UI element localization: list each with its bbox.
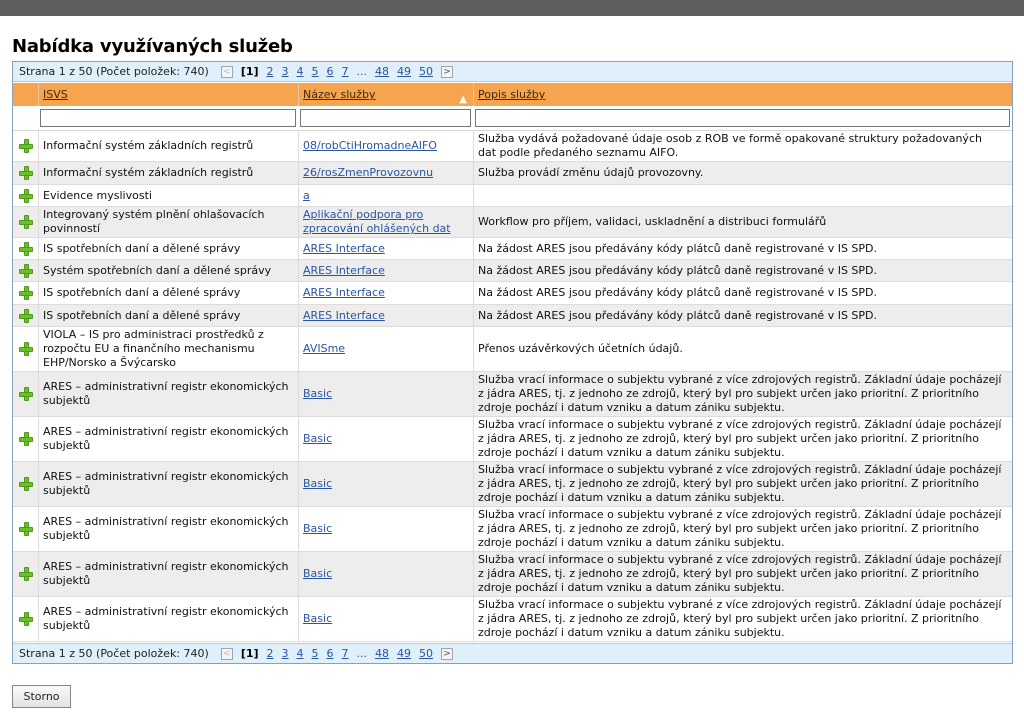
pager-pages-bottom <box>237 647 437 660</box>
service-description: Služba provádí změnu údajů provozovny. <box>478 166 704 179</box>
cell-isvs <box>38 417 298 461</box>
table-row <box>13 207 1012 238</box>
service-name-link[interactable]: AVISme <box>303 342 346 355</box>
cell-isvs <box>38 260 298 281</box>
column-header-row <box>13 83 1012 106</box>
cell-nazev <box>298 372 473 416</box>
row-action-cell <box>13 238 38 259</box>
pager-bottom <box>13 643 1012 663</box>
add-icon[interactable] <box>19 215 33 229</box>
filter-popis-input[interactable] <box>475 109 1010 127</box>
cell-popis <box>473 260 1012 281</box>
service-description: Služba vrací informace o subjektu vybrané z více zdrojových registrů. Základní údaje pocházejí z jádra ARES, tj. z jednoho ze zdrojů, který byl pro subjekt určen jako prioritní. Z prioritního zdroje pochází i datum vzniku a datum zániku subjektu. <box>478 553 1002 594</box>
header-isvs <box>38 83 298 106</box>
services-grid <box>12 61 1013 664</box>
isvs-text: Informační systém základních registrů <box>43 139 254 152</box>
isvs-text: ARES – administrativní registr ekonomických subjektů <box>43 560 289 587</box>
add-icon[interactable] <box>19 189 33 203</box>
service-description: Na žádost ARES jsou předávány kódy plátců daně registrované v IS SPD. <box>478 263 878 277</box>
isvs-text: ARES – administrativní registr ekonomických subjektů <box>43 380 289 407</box>
cell-isvs <box>38 282 298 304</box>
table-row <box>13 162 1012 185</box>
cell-popis <box>473 552 1012 596</box>
service-description: Služba vrací informace o subjektu vybrané z více zdrojových registrů. Základní údaje pocházejí z jádra ARES, tj. z jednoho ze zdrojů, který byl pro subjekt určen jako prioritní. Z prioritního zdroje pochází i datum vzniku a datum zániku subjektu. <box>478 463 1002 504</box>
add-icon[interactable] <box>19 139 33 153</box>
cell-isvs <box>38 207 298 237</box>
chevron-left-icon[interactable]: < <box>221 66 233 78</box>
header-action-column <box>13 83 38 106</box>
cell-popis <box>473 238 1012 259</box>
cell-popis <box>473 305 1012 326</box>
cell-popis <box>473 282 1012 304</box>
pager-page-link[interactable]: 50 <box>419 647 434 660</box>
filter-isvs-input[interactable] <box>40 109 296 127</box>
service-name-link[interactable]: ARES Interface <box>303 241 385 255</box>
pager-summary-bottom: Strana 1 z 50 (Počet položek: 740) <box>19 647 209 660</box>
service-description: Služba vrací informace o subjektu vybrané z více zdrojových registrů. Základní údaje pocházejí z jádra ARES, tj. z jednoho ze zdrojů, který byl pro subjekt určen jako prioritní. Z prioritního zdroje pochází i datum vzniku a datum zániku subjektu. <box>478 418 1002 459</box>
cell-isvs <box>38 507 298 551</box>
row-action-cell <box>13 185 38 206</box>
pager-page-link[interactable]: 48 <box>375 65 390 78</box>
service-name-link[interactable]: Basic <box>303 477 333 490</box>
cell-popis <box>473 507 1012 551</box>
pager-summary: Strana 1 z 50 (Počet položek: 740) <box>19 65 209 78</box>
sort-isvs-link[interactable]: ISVS <box>43 88 68 101</box>
table-row <box>13 327 1012 372</box>
service-name-link[interactable]: Basic <box>303 387 333 400</box>
pager-page-link[interactable]: 48 <box>375 647 390 660</box>
add-icon[interactable] <box>19 477 33 491</box>
service-description: Na žádost ARES jsou předávány kódy plátců daně registrované v IS SPD. <box>478 286 878 299</box>
service-name-link[interactable]: Basic <box>303 522 333 535</box>
table-row <box>13 260 1012 282</box>
service-name-link[interactable]: Basic <box>303 567 333 580</box>
add-icon[interactable] <box>19 612 33 626</box>
service-description: Workflow pro příjem, validaci, uskladnění a distribuci formulářů <box>478 215 827 228</box>
service-name-link[interactable]: a <box>303 188 310 202</box>
pager-page-link[interactable]: 50 <box>419 65 434 78</box>
cell-nazev <box>298 552 473 596</box>
service-description: Služba vydává požadované údaje osob z ROB ve formě opakované struktury požadovaných dat podle předaného seznamu AIFO. <box>478 132 982 159</box>
add-icon[interactable] <box>19 387 33 401</box>
pager-pages <box>237 65 437 78</box>
add-icon[interactable] <box>19 342 33 356</box>
pager-page-link[interactable]: 6 <box>326 647 334 660</box>
isvs-text: ARES – administrativní registr ekonomických subjektů <box>43 425 289 452</box>
cell-nazev <box>298 207 473 237</box>
row-action-cell <box>13 260 38 281</box>
header-nazev <box>298 83 473 106</box>
service-description: Služba vrací informace o subjektu vybrané z více zdrojových registrů. Základní údaje pocházejí z jádra ARES, tj. z jednoho ze zdrojů, který byl pro subjekt určen jako prioritní. Z prioritního zdroje pochází i datum vzniku a datum zániku subjektu. <box>478 598 1002 639</box>
cancel-button[interactable]: Storno <box>12 685 71 708</box>
cell-isvs <box>38 238 298 259</box>
table-row <box>13 305 1012 327</box>
chevron-left-icon[interactable]: < <box>221 648 233 660</box>
table-row <box>13 597 1012 642</box>
cell-popis <box>473 327 1012 371</box>
add-icon[interactable] <box>19 166 33 180</box>
table-row <box>13 282 1012 305</box>
table-row <box>13 238 1012 260</box>
isvs-text: ARES – administrativní registr ekonomických subjektů <box>43 605 289 632</box>
row-action-cell <box>13 131 38 161</box>
cell-isvs <box>38 597 298 641</box>
sort-popis-link[interactable]: Popis služby <box>478 88 546 101</box>
isvs-text: IS spotřebních daní a dělené správy <box>43 241 241 255</box>
service-description: Přenos uzávěrkových účetních údajů. <box>478 342 683 355</box>
pager-ellipsis: ... <box>356 647 368 660</box>
isvs-text: Systém spotřebních daní a dělené správy <box>43 263 272 277</box>
pager-top <box>13 62 1012 82</box>
row-action-cell <box>13 162 38 184</box>
service-name-link[interactable]: 26/rosZmenProvozovnu <box>303 166 434 179</box>
service-name-link[interactable]: Basic <box>303 612 333 625</box>
cell-popis <box>473 131 1012 161</box>
row-action-cell <box>13 597 38 641</box>
service-name-link[interactable]: ARES Interface <box>303 308 385 322</box>
pager-page-link[interactable]: 5 <box>311 647 319 660</box>
table-row <box>13 507 1012 552</box>
cell-isvs <box>38 131 298 161</box>
cell-popis <box>473 162 1012 184</box>
row-action-cell <box>13 305 38 326</box>
table-row <box>13 131 1012 162</box>
cell-popis <box>473 417 1012 461</box>
cell-nazev <box>298 131 473 161</box>
cell-isvs <box>38 552 298 596</box>
cell-nazev <box>298 282 473 304</box>
cell-isvs <box>38 462 298 506</box>
filter-nazev-input[interactable] <box>300 109 471 127</box>
isvs-text: Evidence myslivosti <box>43 188 152 202</box>
service-description: Na žádost ARES jsou předávány kódy plátců daně registrované v IS SPD. <box>478 241 878 255</box>
service-name-link[interactable]: Aplikační podpora pro zpracování ohlášených dat <box>303 208 451 235</box>
service-name-link[interactable]: ARES Interface <box>303 286 385 299</box>
table-row <box>13 417 1012 462</box>
table-row <box>13 185 1012 207</box>
pager-page-link[interactable]: [1] <box>240 647 259 660</box>
pager-page-link[interactable]: 3 <box>281 647 289 660</box>
add-icon[interactable] <box>19 522 33 536</box>
isvs-text: IS spotřebních daní a dělené správy <box>43 286 241 299</box>
cell-nazev <box>298 597 473 641</box>
cell-popis <box>473 185 1012 206</box>
isvs-text: VIOLA – IS pro administraci prostředků z rozpočtu EU a finančního mechanismu EHP/Norsko a Švýcarsko <box>43 328 264 369</box>
table-row <box>13 462 1012 507</box>
cell-nazev <box>298 162 473 184</box>
sort-nazev-link[interactable]: Název služby <box>303 88 376 101</box>
row-action-cell <box>13 372 38 416</box>
cell-nazev <box>298 507 473 551</box>
pager-page-link[interactable]: 2 <box>266 65 274 78</box>
service-description: Služba vrací informace o subjektu vybrané z více zdrojových registrů. Základní údaje pocházejí z jádra ARES, tj. z jednoho ze zdrojů, který byl pro subjekt určen jako prioritní. Z prioritního zdroje pochází i datum vzniku a datum zániku subjektu. <box>478 508 1002 549</box>
cell-nazev <box>298 417 473 461</box>
isvs-text: Informační systém základních registrů <box>43 166 254 179</box>
cell-popis <box>473 597 1012 641</box>
pager-page-link[interactable]: [1] <box>240 65 259 78</box>
isvs-text: ARES – administrativní registr ekonomických subjektů <box>43 515 289 542</box>
row-action-cell <box>13 552 38 596</box>
pager-page-link[interactable]: 7 <box>341 647 349 660</box>
add-icon[interactable] <box>19 286 33 300</box>
cell-isvs <box>38 162 298 184</box>
service-description: Na žádost ARES jsou předávány kódy plátců daně registrované v IS SPD. <box>478 308 878 322</box>
filter-row <box>13 106 1012 131</box>
pager-page-link[interactable]: 4 <box>296 647 304 660</box>
cell-nazev <box>298 185 473 206</box>
add-icon[interactable] <box>19 309 33 323</box>
row-action-cell <box>13 507 38 551</box>
add-icon[interactable] <box>19 432 33 446</box>
pager-page-link[interactable]: 3 <box>281 65 289 78</box>
cell-nazev <box>298 462 473 506</box>
cell-isvs <box>38 372 298 416</box>
pager-page-link[interactable]: 49 <box>397 647 412 660</box>
cell-popis <box>473 372 1012 416</box>
pager-page-link[interactable]: 7 <box>341 65 349 78</box>
service-name-link[interactable]: Basic <box>303 432 333 445</box>
page-title: Nabídka využívaných služeb <box>12 36 293 57</box>
cell-isvs <box>38 327 298 371</box>
isvs-text: Integrovaný systém plnění ohlašovacích povinností <box>43 208 265 235</box>
add-icon[interactable] <box>19 567 33 581</box>
cell-nazev <box>298 238 473 259</box>
chevron-right-icon[interactable]: > <box>441 66 453 78</box>
isvs-text: ARES – administrativní registr ekonomických subjektů <box>43 470 289 497</box>
table-row <box>13 372 1012 417</box>
cell-popis <box>473 462 1012 506</box>
table-row <box>13 552 1012 597</box>
row-action-cell <box>13 462 38 506</box>
cell-nazev <box>298 260 473 281</box>
pager-ellipsis: ... <box>356 65 368 78</box>
cell-isvs <box>38 305 298 326</box>
service-description: Služba vrací informace o subjektu vybrané z více zdrojových registrů. Základní údaje pocházejí z jádra ARES, tj. z jednoho ze zdrojů, který byl pro subjekt určen jako prioritní. Z prioritního zdroje pochází i datum vzniku a datum zániku subjektu. <box>478 373 1002 414</box>
pager-page-link[interactable]: 6 <box>326 65 334 78</box>
row-action-cell <box>13 327 38 371</box>
row-action-cell <box>13 282 38 304</box>
pager-page-link[interactable]: 2 <box>266 647 274 660</box>
cell-popis <box>473 207 1012 237</box>
cell-nazev <box>298 327 473 371</box>
pager-page-link[interactable]: 49 <box>397 65 412 78</box>
chevron-right-icon[interactable]: > <box>441 648 453 660</box>
row-action-cell <box>13 417 38 461</box>
pager-page-link[interactable]: 4 <box>296 65 304 78</box>
add-icon[interactable] <box>19 264 33 278</box>
sort-ascending-icon[interactable]: ▲ <box>459 94 467 105</box>
cell-nazev <box>298 305 473 326</box>
service-name-link[interactable]: 08/robCtiHromadneAIFO <box>303 139 437 152</box>
row-action-cell <box>13 207 38 237</box>
pager-page-link[interactable]: 5 <box>311 65 319 78</box>
header-popis <box>473 83 1012 106</box>
top-bar <box>0 0 1024 16</box>
cell-isvs <box>38 185 298 206</box>
isvs-text: IS spotřebních daní a dělené správy <box>43 308 241 322</box>
add-icon[interactable] <box>19 242 33 256</box>
service-name-link[interactable]: ARES Interface <box>303 263 385 277</box>
